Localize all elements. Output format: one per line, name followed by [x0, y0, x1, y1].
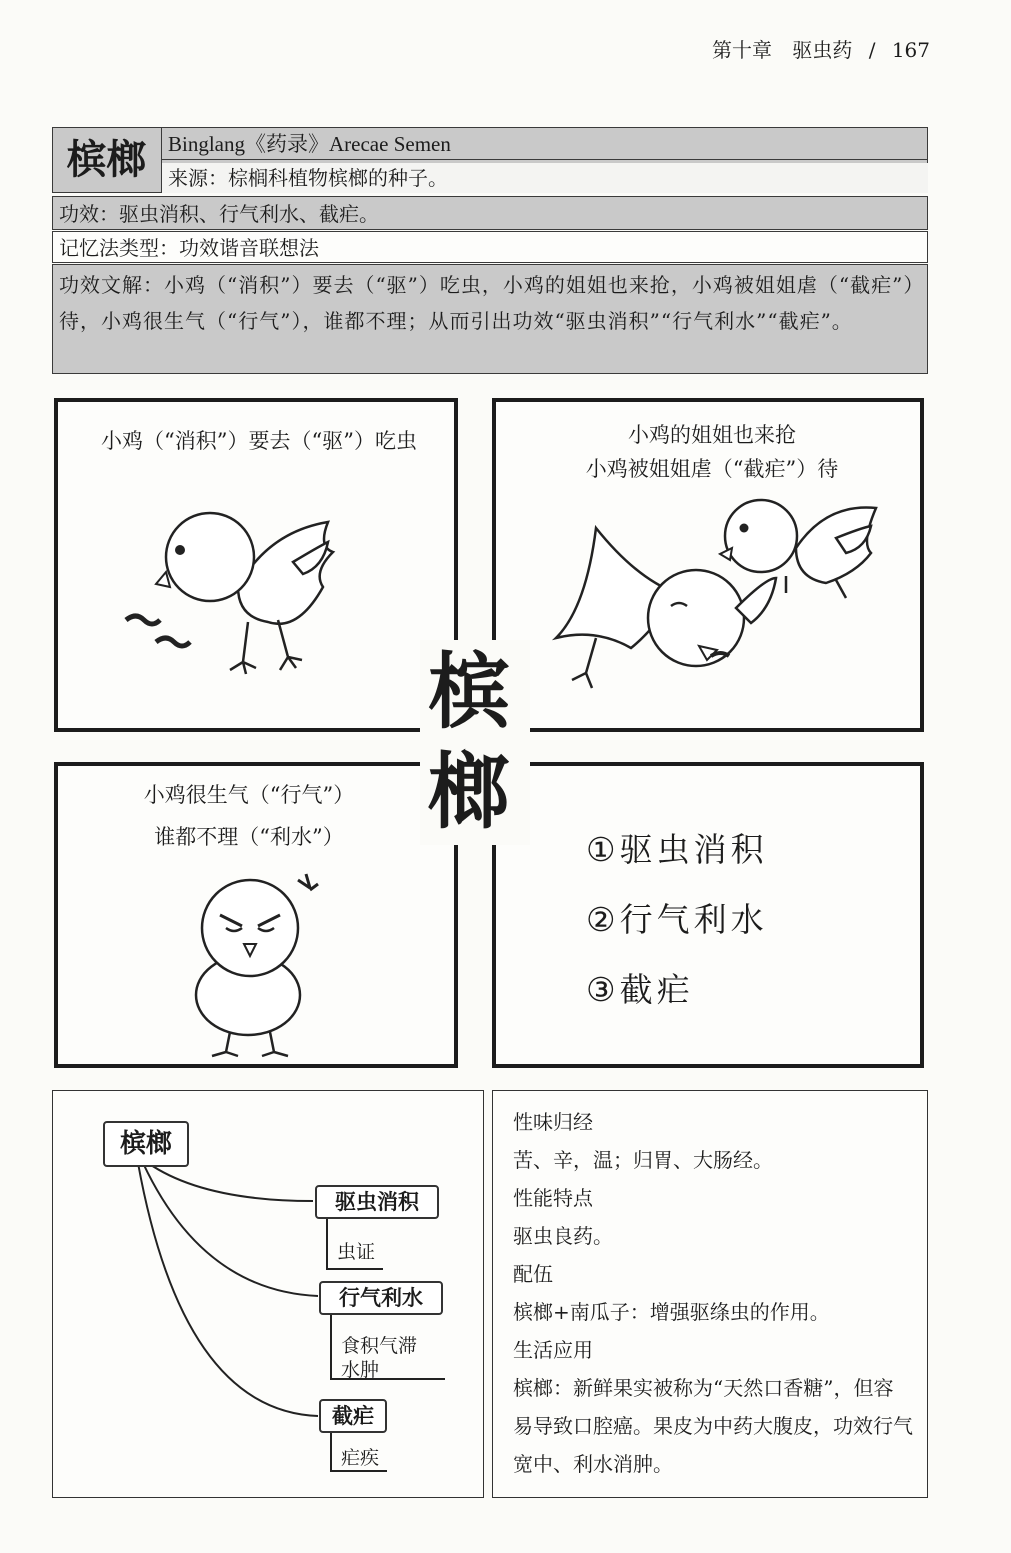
memory-type-line: 记忆法类型：功效谐音联想法 [52, 231, 928, 263]
comic-panel-3 [54, 762, 458, 1068]
mind-map-branch-2: 行气利水 [319, 1281, 443, 1315]
panel2-line1: 小鸡的姐姐也来抢 [628, 423, 796, 447]
features-heading: 性能特点 [513, 1186, 593, 1210]
section-label: 驱虫药 [792, 38, 853, 62]
source-line: 来源：棕榈科植物槟榔的种子。 [162, 163, 928, 193]
comic-panel-1 [54, 398, 458, 732]
mind-map-root: 槟榔 [103, 1121, 189, 1167]
nature-heading: 性味归经 [513, 1110, 593, 1134]
efficacy-line: 功效：驱虫消积、行气利水、截疟。 [52, 196, 928, 230]
comic-panel-2 [492, 398, 924, 732]
panel3-line1: 小鸡很生气（“行气”） [143, 783, 355, 807]
chapter-label: 第十章 [711, 38, 772, 62]
features-text: 驱虫良药。 [513, 1224, 613, 1248]
latin-name-line: Binglang《药录》Arecae Semen [162, 131, 928, 160]
mind-map-branch-1: 驱虫消积 [315, 1185, 439, 1219]
mind-map-leaf-4: 疟疾 [341, 1447, 380, 1469]
herb-name: 槟榔 [52, 127, 162, 193]
angry-chick-illustration [168, 870, 368, 1060]
effect-item-1: ①驱虫消积 [586, 830, 768, 869]
header-separator: / [868, 38, 876, 62]
application-heading: 生活应用 [513, 1338, 593, 1362]
mind-map-leaf-2: 食积气滞 [341, 1335, 418, 1357]
nature-text: 苦、辛，温；归胃、大肠经。 [513, 1148, 773, 1172]
center-char-2: 榔 [428, 745, 511, 840]
chick-eating-illustration [118, 492, 418, 722]
panel2-line2: 小鸡被姐姐虐（“截疟”）待 [585, 457, 839, 481]
effect-item-3: ③截疟 [586, 970, 694, 1009]
combination-heading: 配伍 [513, 1262, 553, 1286]
explanation-text: 功效文解：小鸡（“消积”）要去（“驱”）吃虫，小鸡的姐姐也来抢，小鸡被姐姐虐（“截疟”）待，小鸡很生气（“行气”），谁都不理；从而引出功效“驱虫消积”“行气利水”“截疟”。 [52, 264, 928, 374]
application-text: 槟榔：新鲜果实被称为“天然口香糖”，但容易导致口腔癌。果皮为中药大腹皮，功效行气宽中、利水消肿。 [513, 1376, 913, 1476]
comic-panel-4 [492, 762, 924, 1068]
mind-map-leaf-3: 水肿 [341, 1359, 380, 1381]
page-header [0, 34, 930, 63]
mind-map-branch-3: 截疟 [319, 1399, 387, 1433]
center-char-1: 槟 [428, 645, 511, 740]
panel1-caption: 小鸡（“消积”）要去（“驱”）吃虫 [101, 429, 417, 453]
details-panel [492, 1090, 928, 1498]
panel3-line2: 谁都不理（“利水”） [154, 825, 344, 849]
chick-fighting-illustration [536, 498, 916, 728]
page-number: 167 [891, 38, 930, 62]
combination-text: 槟榔+南瓜子：增强驱绦虫的作用。 [513, 1300, 830, 1324]
effect-item-2: ②行气利水 [586, 900, 768, 939]
mind-map [52, 1090, 484, 1498]
mind-map-leaf-1: 虫证 [337, 1241, 376, 1263]
